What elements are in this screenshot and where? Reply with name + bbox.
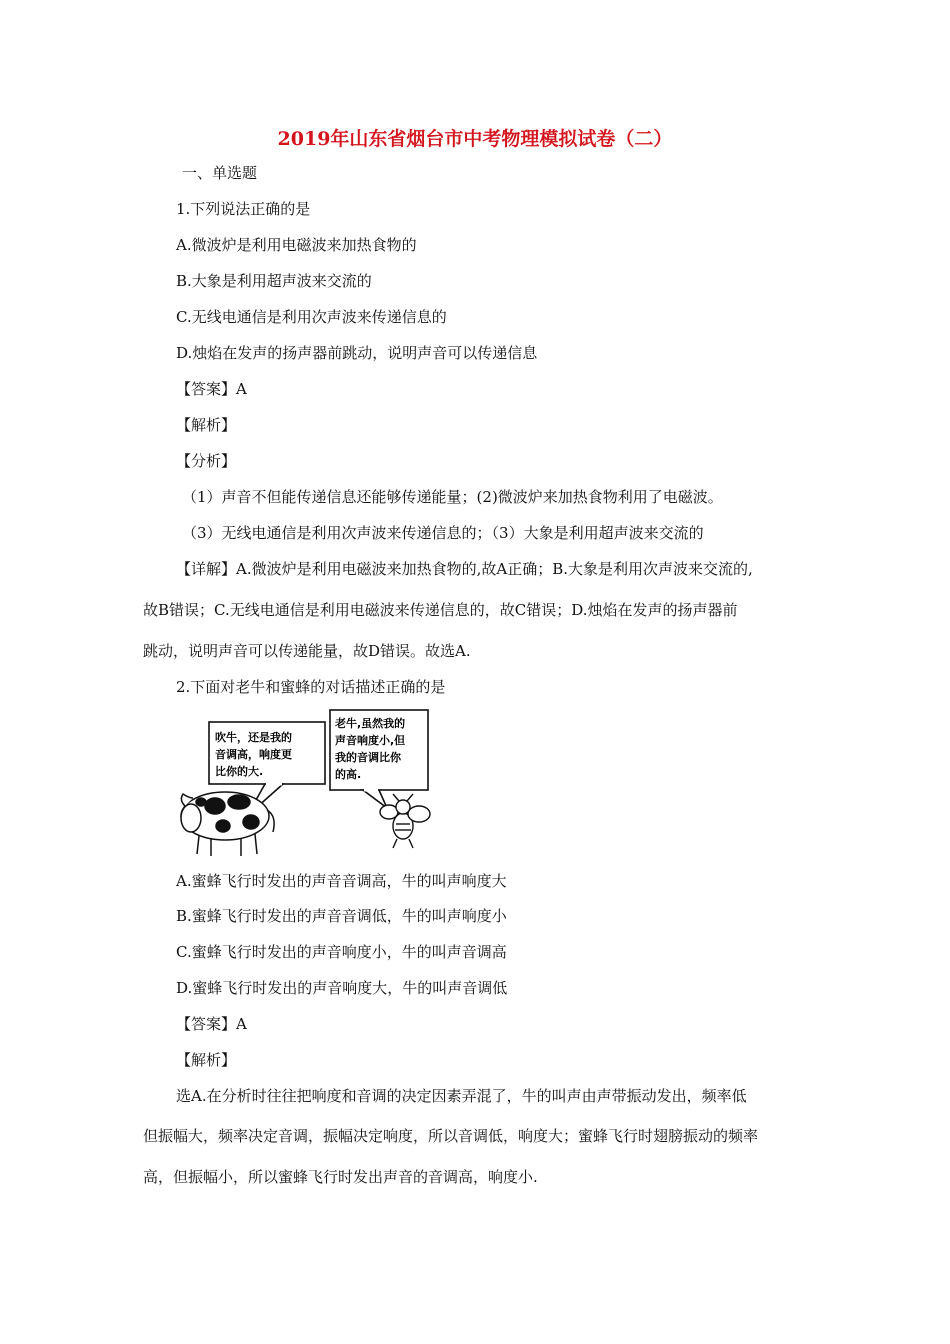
q2-option-a: A.蜜蜂飞行时发出的声音音调高，牛的叫声响度大 — [176, 872, 507, 890]
q1-detail-line-3: 跳动，说明声音可以传递能量，故D错误。故选A. — [143, 642, 471, 660]
cow-bubble-line-3: 比你的大. — [215, 765, 264, 778]
q1-answer: 【答案】A — [176, 380, 247, 398]
q2-answer: 【答案】A — [176, 1015, 247, 1033]
cow-illustration — [181, 792, 274, 856]
cow-bee-dialogue-figure — [175, 706, 437, 858]
q1-fenxi-line-2: （3）无线电通信是利用次声波来传递信息的；（3）大象是利用超声波来交流的 — [182, 524, 704, 542]
q1-detail-line-2: 故B错误；C.无线电通信是利用电磁波来传递信息的，故C错误；D.烛焰在发声的扬声器前 — [143, 601, 738, 619]
q1-option-c: C.无线电通信是利用次声波来传递信息的 — [176, 308, 447, 326]
q2-explain-line-2: 但振幅大，频率决定音调，振幅决定响度，所以音调低，响度大；蜜蜂飞行时翅膀振动的频率 — [143, 1127, 759, 1145]
q2-explain-line-1: 选A.在分析时往往把响度和音调的决定因素弄混了，牛的叫声由声带振动发出，频率低 — [176, 1087, 747, 1105]
bee-illustration — [380, 794, 430, 848]
q1-option-d: D.烛焰在发声的扬声器前跳动，说明声音可以传递信息 — [176, 344, 538, 362]
q1-stem: 1.下列说法正确的是 — [176, 200, 311, 218]
q1-option-b: B.大象是利用超声波来交流的 — [176, 272, 372, 290]
bee-bubble-line-1: 老牛,虽然我的 — [335, 717, 406, 730]
bee-bubble-line-2: 声音响度小,但 — [335, 734, 406, 747]
cow-bubble-line-1: 吹牛，还是我的 — [215, 731, 292, 744]
q1-fenxi-line-1: （1）声音不但能传递信息还能够传递能量；(2)微波炉来加热食物利用了电磁波。 — [182, 488, 723, 506]
cow-bubble-line-2: 音调高，响度更 — [215, 748, 292, 761]
q1-option-a: A.微波炉是利用电磁波来加热食物的 — [176, 236, 417, 254]
q2-option-d: D.蜜蜂飞行时发出的声音响度大，牛的叫声音调低 — [176, 979, 508, 997]
q2-option-c: C.蜜蜂飞行时发出的声音响度小，牛的叫声音调高 — [176, 943, 507, 961]
q2-explain-line-3: 高，但振幅小，所以蜜蜂飞行时发出声音的音调高，响度小. — [143, 1168, 538, 1186]
q1-detail-line-1: 【详解】A.微波炉是利用电磁波来加热食物的,故A正确；B.大象是利用次声波来交流的, — [176, 560, 753, 578]
q2-option-b: B.蜜蜂飞行时发出的声音音调低，牛的叫声响度小 — [176, 907, 507, 925]
bee-bubble-line-3: 我的音调比你 — [335, 751, 401, 764]
q1-analysis-label: 【解析】 — [176, 416, 237, 434]
bee-bubble-line-4: 的高. — [335, 768, 362, 781]
document-title: 2019年山东省烟台市中考物理模拟试卷（二） — [277, 128, 673, 150]
q2-stem: 2.下面对老牛和蜜蜂的对话描述正确的是 — [176, 678, 446, 696]
q2-analysis-label: 【解析】 — [176, 1051, 237, 1069]
q1-fenxi-label: 【分析】 — [176, 452, 237, 470]
section-heading: 一、单选题 — [182, 164, 258, 182]
